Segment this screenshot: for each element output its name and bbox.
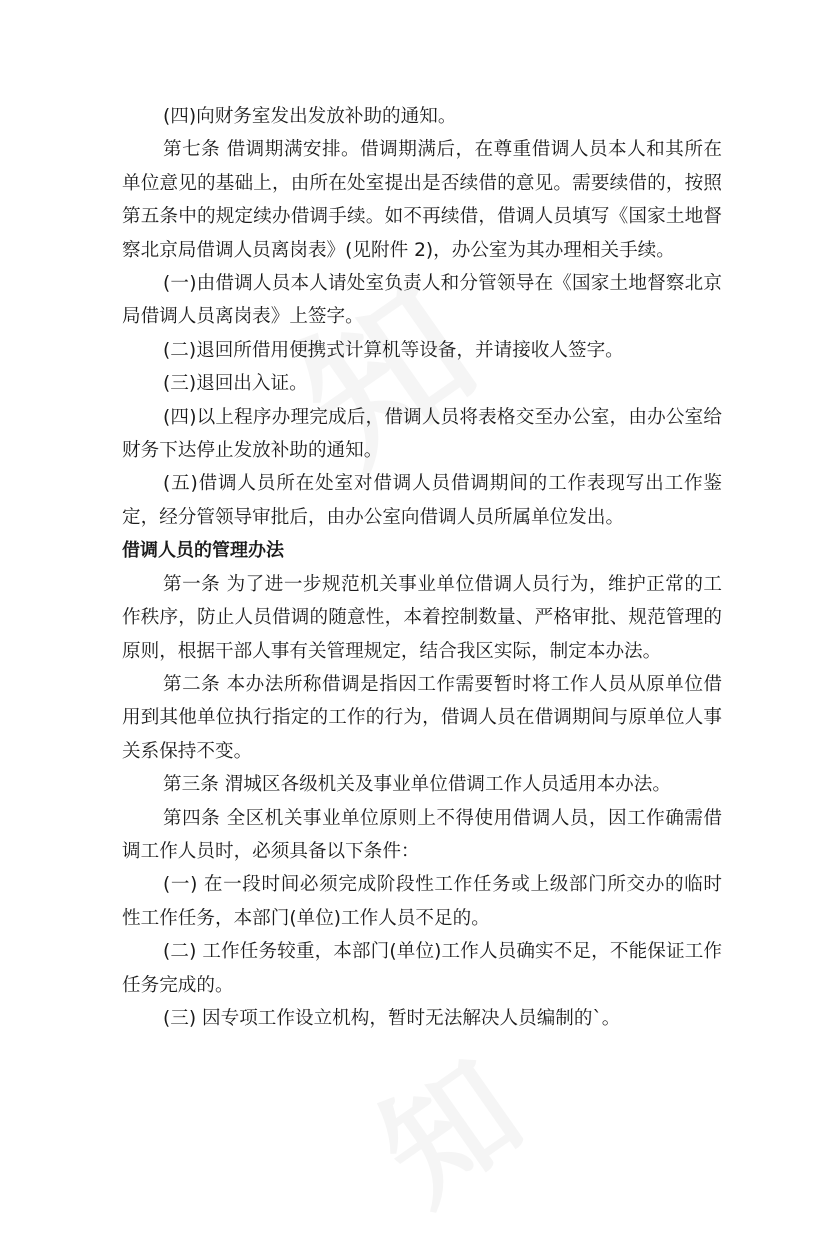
paragraph: 第一条 为了进一步规范机关事业单位借调人员行为，维护正常的工作秩序，防止人员借调的随意性，本着控制数量、严格审批、规范管理的原则，根据干部人事有关管理规定，结合我区实际，制定本办法。 bbox=[122, 573, 722, 662]
paragraph: (四)以上程序办理完成后，借调人员将表格交至办公室，由办公室给财务下达停止发放补助的通知。 bbox=[122, 406, 722, 462]
paragraph: 第三条 渭城区各级机关及事业单位借调工作人员适用本办法。 bbox=[163, 774, 671, 796]
paragraph: (二)退回所借用便携式计算机等设备，并请接收人签字。 bbox=[163, 339, 624, 361]
section-heading: 借调人员的管理办法 bbox=[122, 540, 284, 562]
paragraph: (一) 在一段时间必须完成阶段性工作任务或上级部门所交办的临时性工作任务，本部门(单位)工作人员不足的。 bbox=[122, 874, 722, 929]
paragraph: (三) 因专项工作设立机构，暂时无法解决人员编制的`。 bbox=[163, 1007, 621, 1029]
paragraph: 第二条 本办法所称借调是指因工作需要暂时将工作人员从原单位借用到其他单位执行指定的工作的行为，借调人员在借调期间与原单位人事关系保持不变。 bbox=[122, 673, 722, 762]
paragraph: (一)由借调人员本人请处室负责人和分管领导在《国家土地督察北京局借调人员离岗表》上签字。 bbox=[122, 273, 722, 328]
paragraph: 第七条 借调期满安排。借调期满后，在尊重借调人员本人和其所在单位意见的基础上，由所在处室提出是否续借的意见。需要续借的，按照第五条中的规定续办借调手续。如不再续借，借调人员填写《国家土地督察北京局借调人员离岗表》(见附件 2)，办公室为其办理相关手续。 bbox=[122, 139, 722, 261]
paragraph: (四)向财务室发出发放补助的通知。 bbox=[163, 106, 457, 127]
paragraph: (五)借调人员所在处室对借调人员借调期间的工作表现写出工作鉴定，经分管领导审批后，由办公室向借调人员所属单位发出。 bbox=[122, 473, 722, 528]
paragraph: (三)退回出入证。 bbox=[163, 373, 308, 395]
watermark bbox=[338, 1010, 552, 1237]
paragraph: (二) 工作任务较重，本部门(单位)工作人员确实不足，不能保证工作任务完成的。 bbox=[122, 941, 722, 996]
paragraph: 第四条 全区机关事业单位原则上不得使用借调人员，因工作确需借调工作人员时，必须具备以下条件： bbox=[122, 807, 722, 862]
document-body bbox=[122, 100, 722, 1035]
